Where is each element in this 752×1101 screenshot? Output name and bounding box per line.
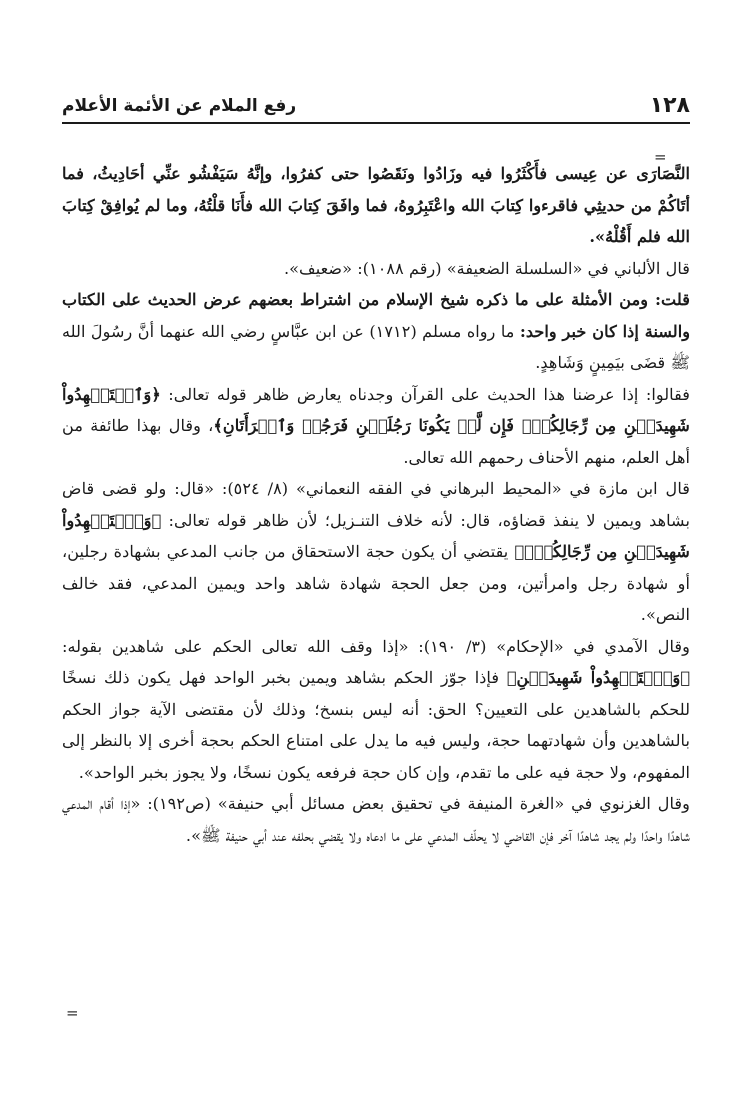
ibn-maza-outro: يقتضي أن يكون حجة الاستحقاق من جانب المدعي بشهادة رجلين، أو شهادة رجل وامرأتين، ومن جعل الحجة شهادة شاهد واحد ويمين المدعي، فقد خالف النص». (62, 542, 690, 624)
quran-verse-two-witnesses: ﴿وَٱسۡتَشۡهِدُواْ شَهِيدَيۡنِ﴾ (506, 668, 690, 687)
example-intro: قلت: ومن الأمثلة على ما ذكره شيخ الإسلام من اشتراط بعضهم عرض الحديث على الكتاب والسنة إذا كان خبر واحد: (62, 290, 691, 341)
objection-intro: فقالوا: إذا عرضنا هذا الحديث على القرآن وجدناه يعارض ظاهر قوله تعالى: (160, 384, 690, 404)
margin-mark-bottom: = (66, 1004, 79, 1022)
muslim-narration: ما رواه مسلم (١٧١٢) عن ابن عبَّاسٍ رضي الله عنهما أنَّ رسُولَ الله ﷺ قضَى بيَمِينٍ وَشَاهِدٍ. (62, 321, 690, 372)
page-number: ١٢٨ (649, 93, 690, 118)
albani-grading: قال الألباني في «السلسلة الضعيفة» (رقم ١٠٨٨): «ضعيف». (283, 258, 690, 278)
margin-mark-top: = (654, 148, 667, 166)
hadith-continuation: النَّصَارَى عن عِيسى فأَكْثَرُوا فيه وزَادُوا ونَقَصُوا حتى كفرُوا، وإنَّهُ سَيَفْشُو عنِّي أحَادِيثُ، فما أتَاكُمْ من حديثِي فاقرءوا كِتابَ الله واعْتَبِرُوهُ، فما وافَقَ كِتابَ الله فأَنَا قلْتُهُ، وما لم يُوافِقْ كِتابَ الله فلم أَقُلْهُ». (62, 164, 690, 246)
example-paragraph (62, 284, 690, 379)
quran-verse-short: ﴿وَٱسۡتَشۡهِدُواْ شَهِيدَيۡنِ مِن رِّجَالِكُمۡۖ﴾ (62, 510, 690, 561)
page-header (62, 86, 690, 124)
amidi-outro: فإذا جوّز الحكم بشاهد ويمين بخبر الواحد فهل يكون ذلك نسخًا للحكم بالشاهدين على التعيين؟ الحق: أنه ليس بنسخ؛ وذلك لأن مقتضى الآية جواز الحكم بالشاهدين وأن شهادتهما حجة، وليس فيه ما يدل على امتناع الحكم بحجة أخرى إلا بالنظر إلى المفهوم، ولا حجة فيه على ما تقدم، وإن كان حجة فرفعه يكون نسخًا، ولا يجوز بخبر الواحد». (62, 668, 690, 782)
ghaznawi-quote: وقال الغزنوي في «الغرة المنيفة في تحقيق بعض مسائل أبي حنيفة» (ص١٩٢): «إذا أقام المدعي شاهدًا واحدًا ولم يجد شاهدًا آخر فإن القاضي لا يحلّف المدعي على ما ادعاه ولا يقضي بحلفه عند أبي حنيفة ﷺ». (62, 794, 690, 845)
ibn-maza-quote (62, 473, 690, 631)
amidi-quote (62, 631, 690, 789)
ibn-maza-intro: قال ابن مازة في «المحيط البرهاني في الفقه النعماني» (٨/ ٥٢٤): «قال: ولو قضى قاض بشاهد ويمين لا ينفذ قضاؤه، قال: لأنه خلاف التنـزيل؛ لأن ظاهر قوله تعالى: (62, 479, 690, 530)
running-title: رفع الملام عن الأئمة الأعلام (62, 96, 297, 116)
body-text (62, 158, 690, 851)
objection-paragraph (62, 379, 690, 474)
quran-verse-full: ﴿وَٱسۡتَشۡهِدُواْ شَهِيدَيۡنِ مِن رِّجَالِكُمۡۖ فَإِن لَّمۡ يَكُونَا رَجُلَيۡنِ فَرَجُلٞ وَٱمۡرَأَتَانِ﴾ (62, 384, 690, 435)
amidi-intro: وقال الآمدي في «الإحكام» (٣/ ١٩٠): «إذا وقف الله تعالى الحكم على شاهدين بقوله: (62, 636, 690, 656)
objection-outro: ، وقال بهذا طائفة من أهل العلم، منهم الأحناف رحمهم الله تعالى. (62, 416, 690, 467)
